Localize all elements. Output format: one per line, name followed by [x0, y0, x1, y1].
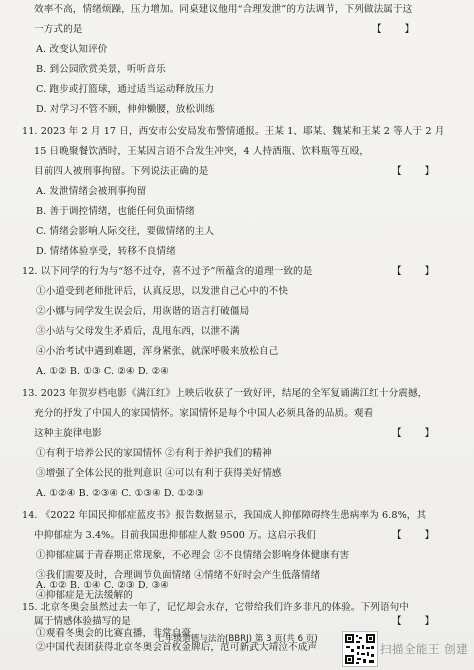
text-line: D. 对学习不管不顾，伸伸懒腰，放松训练 [36, 104, 215, 115]
text-line: 14. 《2022 年国民抑郁症蓝皮书》报告数据显示，我国成人抑郁障碍终生患病率为 6.8%，其 [22, 510, 427, 521]
text-line: A. ①② B. ①④ C. ②③ D. ③④ [36, 580, 169, 591]
text-line: ④小治考试中遇到难题，浑身紧张，就深呼吸来放松自己 [36, 346, 279, 357]
answer-bracket: 【 】 [372, 24, 425, 35]
page-footer: 七年级道德与法治(BBRJ) 第 3 页(共 6 页) [156, 634, 318, 644]
text-line: B. 善于调控情绪，也能任何负面情绪 [36, 206, 195, 217]
text-line: ②小娜与同学发生误会后，用诙谐的语言打破僵局 [36, 306, 250, 317]
text-line: ①观看冬奥会的比赛直播，非常自豪 [36, 628, 192, 639]
text-line: ④抑郁症是无法缓解的 [36, 590, 133, 601]
text-line: ③增强了全体公民的批判意识 ④可以有利于获得美好情感 [36, 468, 282, 479]
text-line: 13. 2023 年贺岁档电影《满江红》上映后收获了一致好评，结尾的全军复诵满江红十分震撼， [22, 388, 428, 399]
text-line: ③我们需要及时，合理调节负面情绪 ④情绪不好时会产生低落情绪 [36, 570, 321, 581]
text-line: C. 跑步或打篮球，通过适当运动释放压力 [36, 84, 215, 95]
text-line: ①小道受到老师批评后，认真反思，以发泄自己心中的不快 [36, 286, 289, 297]
text-line: A. 发泄情绪会被刑事拘留 [36, 186, 147, 197]
text-line: 12. 以下同学的行为与“怒不过夺，喜不过予”所蕴含的道理一致的是 [22, 266, 313, 277]
text-line: ①有利于培养公民的家国情怀 ②有利于养护我们的精神 [36, 448, 272, 459]
answer-bracket: 【 】 [392, 530, 445, 541]
text-line: A. ①② B. ①③ C. ②④ D. ②④ [36, 366, 169, 377]
answer-bracket: 【 】 [392, 266, 445, 277]
text-line: 属于情感体验描写的是 [34, 616, 131, 627]
text-line: 充分的抒发了中国人的家国情怀。家国情怀是每个中国人必须具备的品质。观看 [34, 408, 374, 419]
text-line: 这种主旋律电影 [34, 428, 102, 439]
text-line: D. 情绪体验享受，转移不良情绪 [36, 246, 176, 257]
scanner-watermark: 扫描全能王 创建 [380, 642, 469, 656]
text-line: 中抑郁症为 3.4%。目前我国患抑郁症人数 9500 万。这启示我们 [34, 530, 316, 541]
text-line: 目前四人被刑事拘留。下列说法正确的是 [34, 166, 209, 177]
answer-bracket: 【 】 [392, 166, 445, 177]
text-line: ③小站与父母发生矛盾后，乱甩东西，以泄不满 [36, 326, 240, 337]
text-line: 效率不高，情绪烦躁，压力增加。同桌建议他用“合理发泄”的方法调节，下列做法属于这 [34, 4, 413, 15]
text-line: ①抑郁症属于青春期正常现象，不必理会 ②不良情绪会影响身体健康有害 [36, 550, 350, 561]
text-line: 15. 北京冬奥会虽然过去一年了，记忆却会永存，它带给我们许多非凡的体验。下列语句中 [22, 602, 410, 613]
text-line: 15 日晚聚餐饮酒时，王某因言语不合发生冲突，4 人持酒瓶、饮料瓶等互殴， [34, 146, 370, 157]
text-line: ②中国代表团获得北京冬奥会首枚金牌后，范可新武大靖泣不成声 [36, 642, 318, 653]
qr-code-icon [342, 631, 378, 667]
text-line: 11. 2023 年 2 月 17 日，西安市公安局发布警情通报。王某 1、耶某、魏某和王某 2 等人于 2 月 [22, 126, 445, 137]
answer-bracket: 【 】 [392, 428, 445, 439]
text-line: B. 到公园欣赏美景，听听音乐 [36, 64, 166, 75]
text-line: A. ①②④ B. ②③④ C. ①③④ D. ①②③ [36, 488, 204, 499]
text-line: 一方式的是 [34, 24, 83, 35]
text-line: C. 情绪会影响人际交往，要做情绪的主人 [36, 226, 215, 237]
text-line: A. 改变认知评价 [36, 44, 108, 55]
answer-bracket: 【 】 [392, 616, 445, 627]
